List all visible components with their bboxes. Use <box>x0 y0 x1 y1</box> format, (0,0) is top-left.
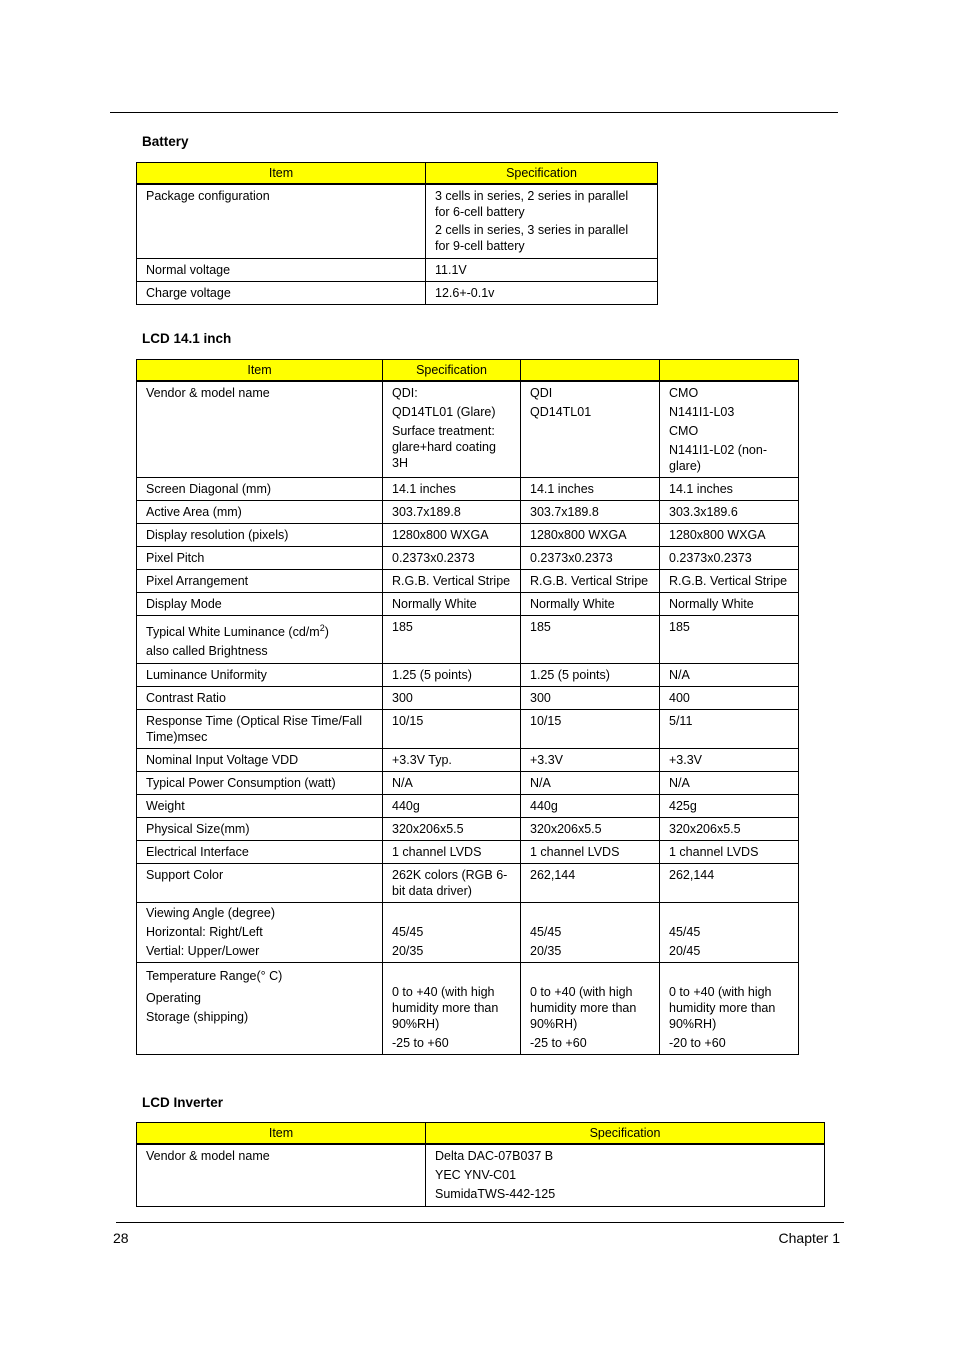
spec-cell: 185 <box>383 616 521 664</box>
inverter-header-item: Item <box>137 1123 426 1145</box>
table-row <box>137 547 799 570</box>
spec-cell: 14.1 inches <box>521 478 660 501</box>
spec-cell: N/A <box>383 772 521 795</box>
item-cell: Contrast Ratio <box>137 687 383 710</box>
table-row <box>137 710 799 749</box>
spec-cell <box>521 903 660 963</box>
battery-header-item: Item <box>137 163 426 185</box>
table-row <box>137 864 799 903</box>
item-cell: Display resolution (pixels) <box>137 524 383 547</box>
spec-cell: R.G.B. Vertical Stripe <box>521 570 660 593</box>
item-cell <box>137 903 383 963</box>
item-cell: Support Color <box>137 864 383 903</box>
spec-line: N141I1-L03 <box>669 405 735 419</box>
spec-cell: 300 <box>521 687 660 710</box>
table-row <box>137 795 799 818</box>
item-cell: Luminance Uniformity <box>137 664 383 687</box>
table-row <box>137 524 799 547</box>
spec-cell: 262,144 <box>521 864 660 903</box>
spec-cell: R.G.B. Vertical Stripe <box>660 570 799 593</box>
table-row <box>137 749 799 772</box>
table-row <box>137 818 799 841</box>
spec-cell <box>521 381 660 478</box>
spec-cell: 1280x800 WXGA <box>660 524 799 547</box>
item-cell: Typical Power Consumption (watt) <box>137 772 383 795</box>
spec-line: 45/45 <box>530 925 562 940</box>
spec-line: -25 to +60 <box>530 1036 587 1051</box>
spec-cell: N/A <box>521 772 660 795</box>
item-line: Temperature Range(° C) <box>146 969 283 984</box>
spec-line: Delta DAC-07B037 B <box>435 1149 554 1163</box>
spec-cell: 0.2373x0.2373 <box>383 547 521 570</box>
item-cell: Electrical Interface <box>137 841 383 864</box>
spec-cell: +3.3V <box>521 749 660 772</box>
spec-line: 3H <box>392 456 408 470</box>
lcd-header-blank <box>660 360 799 382</box>
table-row <box>137 259 658 282</box>
table-row <box>137 903 799 963</box>
spec-cell: 1 channel LVDS <box>383 841 521 864</box>
page-number: 28 <box>113 1230 129 1246</box>
superscript: 2 <box>319 623 325 633</box>
spec-line: glare) <box>669 459 701 473</box>
item-cell: Package configuration <box>137 184 426 259</box>
spec-cell: Normally White <box>521 593 660 616</box>
table-row <box>137 184 658 259</box>
table-row <box>137 282 658 305</box>
spec-cell: 1280x800 WXGA <box>521 524 660 547</box>
spec-cell <box>660 963 799 1055</box>
spec-cell: 400 <box>660 687 799 710</box>
spec-line: QDI: <box>392 386 418 400</box>
table-row <box>137 478 799 501</box>
spec-line: 45/45 <box>669 925 701 940</box>
item-cell: Pixel Arrangement <box>137 570 383 593</box>
battery-title: Battery <box>142 134 189 149</box>
table-row <box>137 664 799 687</box>
table-row <box>137 593 799 616</box>
item-line: Vertial: Upper/Lower <box>146 944 260 959</box>
spec-cell: 0.2373x0.2373 <box>521 547 660 570</box>
item-cell: Vendor & model name <box>137 381 383 478</box>
spec-line: 0 to +40 (with high humidity more than 90%RH) <box>530 985 637 1032</box>
spec-line: CMO <box>669 424 699 438</box>
bottom-rule <box>116 1222 844 1223</box>
spec-line: 20/45 <box>669 944 701 959</box>
item-cell: Nominal Input Voltage VDD <box>137 749 383 772</box>
spec-cell: 0.2373x0.2373 <box>660 547 799 570</box>
top-rule <box>110 112 838 113</box>
spec-cell <box>660 381 799 478</box>
spec-cell: 303.7x189.8 <box>521 501 660 524</box>
spec-cell: 1 channel LVDS <box>521 841 660 864</box>
item-cell: Weight <box>137 795 383 818</box>
spec-line: for 9-cell battery <box>435 239 525 253</box>
spec-line: QDI <box>530 386 553 400</box>
item-cell: Display Mode <box>137 593 383 616</box>
spec-cell: 185 <box>660 616 799 664</box>
spec-cell <box>383 381 521 478</box>
spec-line: 3 cells in series, 2 series in parallel <box>435 189 629 203</box>
spec-line: SumidaTWS-442-125 <box>435 1187 556 1201</box>
spec-line: 0 to +40 (with high humidity more than 90%RH) <box>669 985 776 1032</box>
spec-line: 20/35 <box>392 944 424 959</box>
spec-cell: 1 channel LVDS <box>660 841 799 864</box>
spec-cell: 14.1 inches <box>383 478 521 501</box>
spec-cell <box>383 963 521 1055</box>
item-cell: Normal voltage <box>137 259 426 282</box>
table-row <box>137 963 799 1055</box>
spec-line: QD14TL01 (Glare) <box>392 405 496 419</box>
table-row <box>137 841 799 864</box>
spec-line: for 6-cell battery <box>435 205 525 219</box>
item-line: Storage (shipping) <box>146 1010 249 1025</box>
spec-cell <box>521 963 660 1055</box>
item-cell: Vendor & model name <box>137 1144 426 1207</box>
spec-cell: 320x206x5.5 <box>521 818 660 841</box>
item-line: Horizontal: Right/Left <box>146 925 263 940</box>
table-row <box>137 687 799 710</box>
battery-header-spec: Specification <box>426 163 658 185</box>
spec-cell <box>426 184 658 259</box>
spec-cell: N/A <box>660 772 799 795</box>
lcd-table <box>136 359 799 1055</box>
spec-cell: 320x206x5.5 <box>383 818 521 841</box>
item-text: ) <box>324 625 329 640</box>
spec-cell: 440g <box>383 795 521 818</box>
spec-cell <box>383 903 521 963</box>
spec-line: N141I1-L02 (non- <box>669 443 767 457</box>
table-row <box>137 501 799 524</box>
spec-cell: +3.3V <box>660 749 799 772</box>
spec-line: -20 to +60 <box>669 1036 726 1051</box>
spec-cell: 262,144 <box>660 864 799 903</box>
spec-line: YEC YNV-C01 <box>435 1168 517 1182</box>
item-cell: Screen Diagonal (mm) <box>137 478 383 501</box>
spec-cell: 320x206x5.5 <box>660 818 799 841</box>
spec-cell: Normally White <box>660 593 799 616</box>
item-cell <box>137 616 383 664</box>
spec-cell: 300 <box>383 687 521 710</box>
spec-cell: 14.1 inches <box>660 478 799 501</box>
table-row <box>137 570 799 593</box>
spec-cell: 440g <box>521 795 660 818</box>
table-row <box>137 616 799 664</box>
spec-line: -25 to +60 <box>392 1036 449 1051</box>
spec-cell: 425g <box>660 795 799 818</box>
spec-cell: N/A <box>660 664 799 687</box>
lcd-title: LCD 14.1 inch <box>142 331 232 346</box>
item-cell: Physical Size(mm) <box>137 818 383 841</box>
spec-cell: 1.25 (5 points) <box>521 664 660 687</box>
spec-cell <box>660 903 799 963</box>
spec-cell: 10/15 <box>521 710 660 749</box>
spec-line: glare+hard coating <box>392 440 496 454</box>
item-line: Viewing Angle (degree) <box>146 906 276 921</box>
spec-line: 20/35 <box>530 944 562 959</box>
spec-cell: 1280x800 WXGA <box>383 524 521 547</box>
inverter-title: LCD Inverter <box>142 1095 224 1110</box>
spec-cell: 11.1V <box>426 259 658 282</box>
spec-cell: 303.7x189.8 <box>383 501 521 524</box>
item-text: Typical White Luminance (cd/m <box>146 625 320 640</box>
spec-line: 0 to +40 (with high humidity more than 90%RH) <box>392 985 499 1032</box>
battery-table <box>136 162 658 305</box>
spec-line: QD14TL01 <box>530 405 592 419</box>
spec-line: 45/45 <box>392 925 424 940</box>
lcd-header-blank <box>521 360 660 382</box>
spec-cell: Normally White <box>383 593 521 616</box>
item-cell: Pixel Pitch <box>137 547 383 570</box>
item-cell: Active Area (mm) <box>137 501 383 524</box>
item-line: Operating <box>146 991 201 1006</box>
item-cell <box>137 963 383 1055</box>
table-row <box>137 381 799 478</box>
table-row <box>137 1144 825 1207</box>
inverter-header-spec: Specification <box>426 1123 825 1145</box>
table-row <box>137 772 799 795</box>
spec-cell: 10/15 <box>383 710 521 749</box>
spec-line: Surface treatment: <box>392 424 495 438</box>
spec-cell: 185 <box>521 616 660 664</box>
lcd-header-spec: Specification <box>383 360 521 382</box>
spec-line: CMO <box>669 386 699 400</box>
spec-cell: 303.3x189.6 <box>660 501 799 524</box>
lcd-header-item: Item <box>137 360 383 382</box>
item-cell: Response Time (Optical Rise Time/Fall Time)msec <box>137 710 383 749</box>
inverter-table <box>136 1122 825 1207</box>
spec-cell: 1.25 (5 points) <box>383 664 521 687</box>
spec-line: 2 cells in series, 3 series in parallel <box>435 223 629 237</box>
spec-cell: 12.6+-0.1v <box>426 282 658 305</box>
item-cell: Charge voltage <box>137 282 426 305</box>
chapter-label: Chapter 1 <box>778 1230 840 1246</box>
spec-cell <box>426 1144 825 1207</box>
spec-cell: R.G.B. Vertical Stripe <box>383 570 521 593</box>
item-line: also called Brightness <box>146 644 268 659</box>
spec-cell: 262K colors (RGB 6-bit data driver) <box>383 864 521 903</box>
spec-cell: +3.3V Typ. <box>383 749 521 772</box>
spec-cell: 5/11 <box>660 710 799 749</box>
